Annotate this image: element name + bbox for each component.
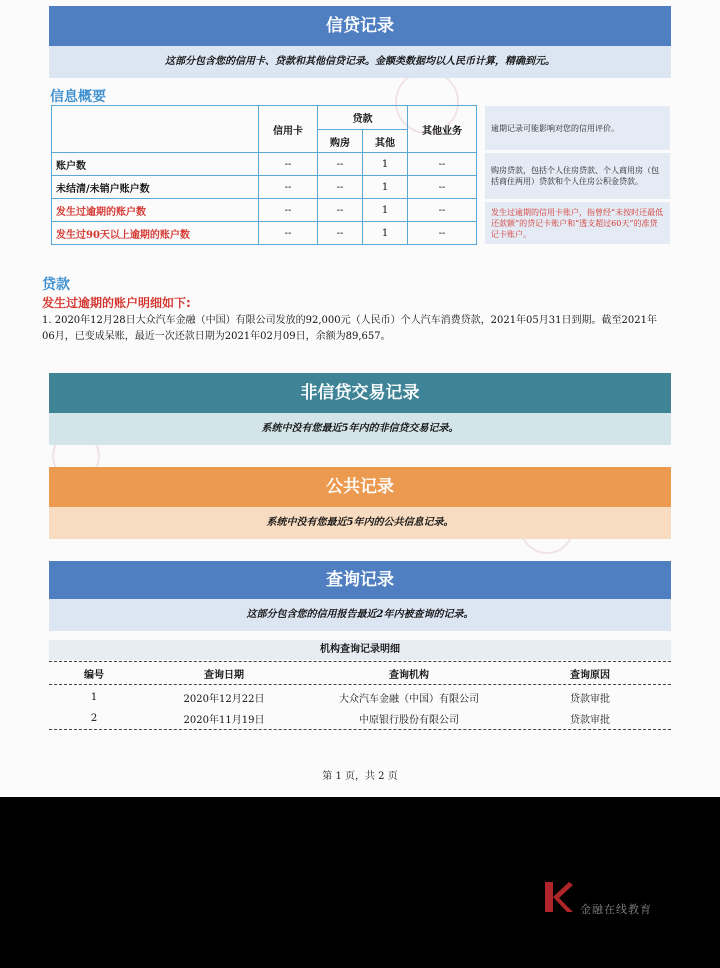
cell: --: [259, 176, 318, 199]
cell: --: [318, 199, 363, 222]
column-header: 查询原因: [570, 669, 610, 681]
cell: --: [408, 199, 477, 222]
cell: 2020年12月22日: [183, 694, 265, 705]
page-number: 第 1 页，共 2 页: [322, 771, 398, 782]
cell: 贷款审批: [570, 715, 610, 726]
brand-watermark-text: 金融在线教育: [580, 903, 652, 916]
cell: --: [259, 199, 318, 222]
mortgage-header: 购房: [318, 130, 363, 153]
table-row: [52, 176, 477, 199]
column-header: 编号: [84, 669, 104, 681]
cell: 1: [363, 153, 408, 176]
cell: 贷款审批: [570, 694, 610, 705]
cell: --: [408, 222, 477, 245]
cell: 2: [90, 713, 98, 724]
query-record-subtitle: 这部分包含您的信用报告最近2年内被查询的记录。: [49, 599, 671, 631]
row-label: 发生过逾期的账户数: [52, 199, 259, 222]
query-table-header: [49, 661, 671, 685]
table-row: [49, 687, 671, 708]
cell: --: [408, 176, 477, 199]
cell: 1: [363, 176, 408, 199]
non-credit-subtitle: 系统中没有您最近5年内的非信贷交易记录。: [49, 413, 671, 445]
mortgage-note: 购房贷款，包括个人住房贷款、个人商用房（包括商住两用）贷款和个人住房公积金贷款。: [485, 153, 670, 199]
other-loan-header: 其他: [363, 130, 408, 153]
loans-heading: 贷款: [42, 277, 70, 293]
table-row: [52, 199, 477, 222]
overdue-loan-detail: 1. 2020年12月28日大众汽车金融（中国）有限公司发放的92,000元（人民币）个人汽车消费贷款，2021年05月31日到期。截至2021年06月，已变成呆账，最近一次还款日期为2021年02月09日，余额为89,657。: [42, 315, 657, 342]
credit-card-header: 信用卡: [259, 106, 318, 153]
cell: 2020年11月19日: [183, 715, 265, 726]
loans-header: 贷款: [318, 106, 408, 130]
query-table: [49, 661, 671, 730]
cell: --: [259, 153, 318, 176]
query-record-title: 查询记录: [49, 561, 671, 599]
cell: 1: [363, 199, 408, 222]
row-label: 账户数: [52, 153, 259, 176]
cell: --: [408, 153, 477, 176]
table-row: [52, 153, 477, 176]
brand-logo-icon: [545, 882, 573, 912]
credit-record-title: 信贷记录: [49, 6, 671, 46]
cell: --: [259, 222, 318, 245]
cell: 1: [90, 692, 98, 703]
query-table-title: 机构查询记录明细: [49, 640, 671, 660]
table-row: [49, 708, 671, 730]
column-header: 查询机构: [389, 669, 429, 681]
cell: --: [318, 153, 363, 176]
public-record-subtitle: 系统中没有您最近5年内的公共信息记录。: [49, 507, 671, 539]
cell: --: [318, 222, 363, 245]
row-label: 发生过90天以上逾期的账户数: [52, 222, 259, 245]
table-row: [52, 222, 477, 245]
overview-heading: 信息概要: [50, 89, 106, 105]
overview-table: [51, 105, 477, 245]
non-credit-title: 非信贷交易记录: [49, 373, 671, 413]
overdue-credit-card-note: 发生过逾期的信用卡账户，指曾经“未按时还最低还款额”的贷记卡账户和“透支超过60天”的准贷记卡账户。: [485, 202, 670, 244]
cell: --: [318, 176, 363, 199]
overdue-accounts-heading: 发生过逾期的账户明细如下:: [42, 296, 191, 310]
credit-record-subtitle: 这部分包含您的信用卡、贷款和其他信贷记录。金额类数据均以人民币计算，精确到元。: [49, 46, 671, 78]
overdue-note: 逾期记录可能影响对您的信用评价。: [485, 106, 670, 150]
other-business-header: 其他业务: [408, 106, 477, 153]
row-label: 未结清/未销户账户数: [52, 176, 259, 199]
cell: 中原银行股份有限公司: [359, 715, 459, 726]
column-header: 查询日期: [204, 669, 244, 681]
cell: 大众汽车金融（中国）有限公司: [339, 694, 479, 705]
corner-cell: [52, 106, 259, 153]
cell: 1: [363, 222, 408, 245]
public-record-title: 公共记录: [49, 467, 671, 507]
